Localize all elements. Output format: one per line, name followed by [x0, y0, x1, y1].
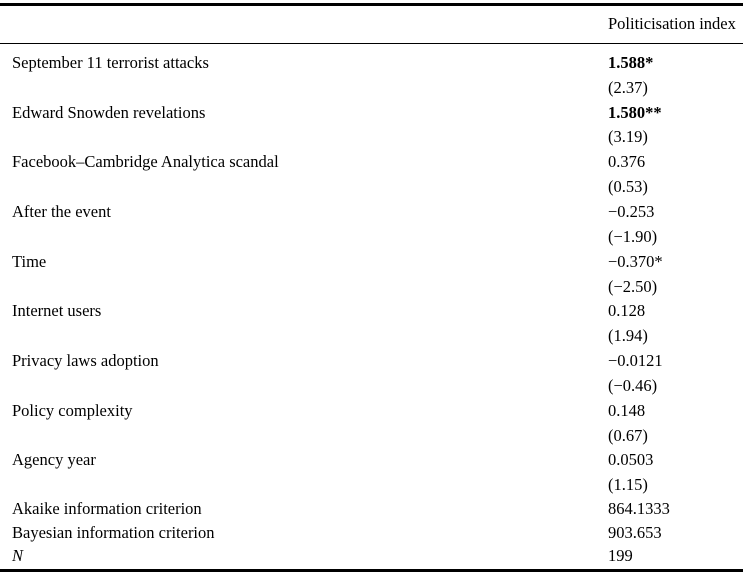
- table-row: [0, 100, 745, 150]
- t-statistic-value: (−1.90): [608, 226, 658, 246]
- t-statistic-line: [0, 125, 745, 150]
- stat-label: N: [12, 546, 24, 566]
- t-statistic-line: [0, 175, 745, 200]
- table-row: [0, 448, 745, 498]
- table-row: [0, 150, 745, 200]
- regression-table: [0, 3, 745, 581]
- t-statistic-value: (−0.46): [608, 375, 658, 395]
- stat-label: Akaike information criterion: [12, 499, 202, 519]
- table-row: [0, 200, 745, 250]
- t-statistic-line: [0, 473, 745, 498]
- t-statistic-line: [0, 274, 745, 299]
- table-row: [0, 51, 745, 101]
- t-statistic-value: (2.37): [608, 77, 648, 97]
- coefficient-line: [0, 349, 745, 374]
- t-statistic-line: [0, 423, 745, 448]
- row-label: Policy complexity: [12, 400, 133, 420]
- t-statistic-line: [0, 224, 745, 249]
- row-label: September 11 terrorist attacks: [12, 52, 209, 72]
- table-row: [0, 249, 745, 299]
- t-statistic-value: (1.94): [608, 326, 648, 346]
- row-label: Edward Snowden revelations: [12, 102, 206, 122]
- row-label: Agency year: [12, 450, 96, 470]
- model-stats-rows: [0, 498, 745, 569]
- t-statistic-value: (1.15): [608, 475, 648, 495]
- table-row: [0, 349, 745, 399]
- coefficient-line: [0, 398, 745, 423]
- coefficient-line: [0, 299, 745, 324]
- t-statistic-line: [0, 373, 745, 398]
- t-statistic-value: (0.67): [608, 425, 648, 445]
- coefficient-line: [0, 51, 745, 76]
- table-row: [0, 299, 745, 349]
- coefficient-value: 0.0503: [608, 450, 654, 470]
- stat-value: 199: [608, 546, 633, 566]
- coefficient-value: 1.580**: [608, 102, 662, 122]
- coefficient-rows: [0, 44, 745, 498]
- coefficient-value: −0.370*: [608, 251, 663, 271]
- stat-row: [0, 521, 745, 545]
- coefficient-line: [0, 150, 745, 175]
- column-header-politicisation-index: Politicisation index: [608, 14, 736, 33]
- table-row: [0, 398, 745, 448]
- coefficient-value: 0.376: [608, 152, 646, 172]
- stat-label: Bayesian information criterion: [12, 522, 215, 542]
- stat-row: [0, 498, 745, 522]
- table-header-row: [0, 6, 745, 43]
- stat-value: 903.653: [608, 522, 662, 542]
- row-label: Privacy laws adoption: [12, 351, 159, 371]
- t-statistic-value: (3.19): [608, 127, 648, 147]
- t-statistic-value: (−2.50): [608, 276, 658, 296]
- coefficient-line: [0, 200, 745, 225]
- stat-value: 864.1333: [608, 499, 670, 519]
- coefficient-value: 1.588*: [608, 52, 654, 72]
- row-label: After the event: [12, 201, 111, 221]
- row-label: Internet users: [12, 301, 102, 321]
- t-statistic-line: [0, 324, 745, 349]
- coefficient-value: −0.253: [608, 201, 655, 221]
- coefficient-value: 0.148: [608, 400, 646, 420]
- row-label: Time: [12, 251, 47, 271]
- coefficient-value: 0.128: [608, 301, 646, 321]
- coefficient-line: [0, 448, 745, 473]
- row-label: Facebook–Cambridge Analytica scandal: [12, 152, 279, 172]
- bottom-rule: [0, 569, 743, 572]
- coefficient-line: [0, 249, 745, 274]
- coefficient-line: [0, 100, 745, 125]
- t-statistic-value: (0.53): [608, 177, 648, 197]
- coefficient-value: −0.0121: [608, 351, 663, 371]
- t-statistic-line: [0, 75, 745, 100]
- stat-row: [0, 545, 745, 569]
